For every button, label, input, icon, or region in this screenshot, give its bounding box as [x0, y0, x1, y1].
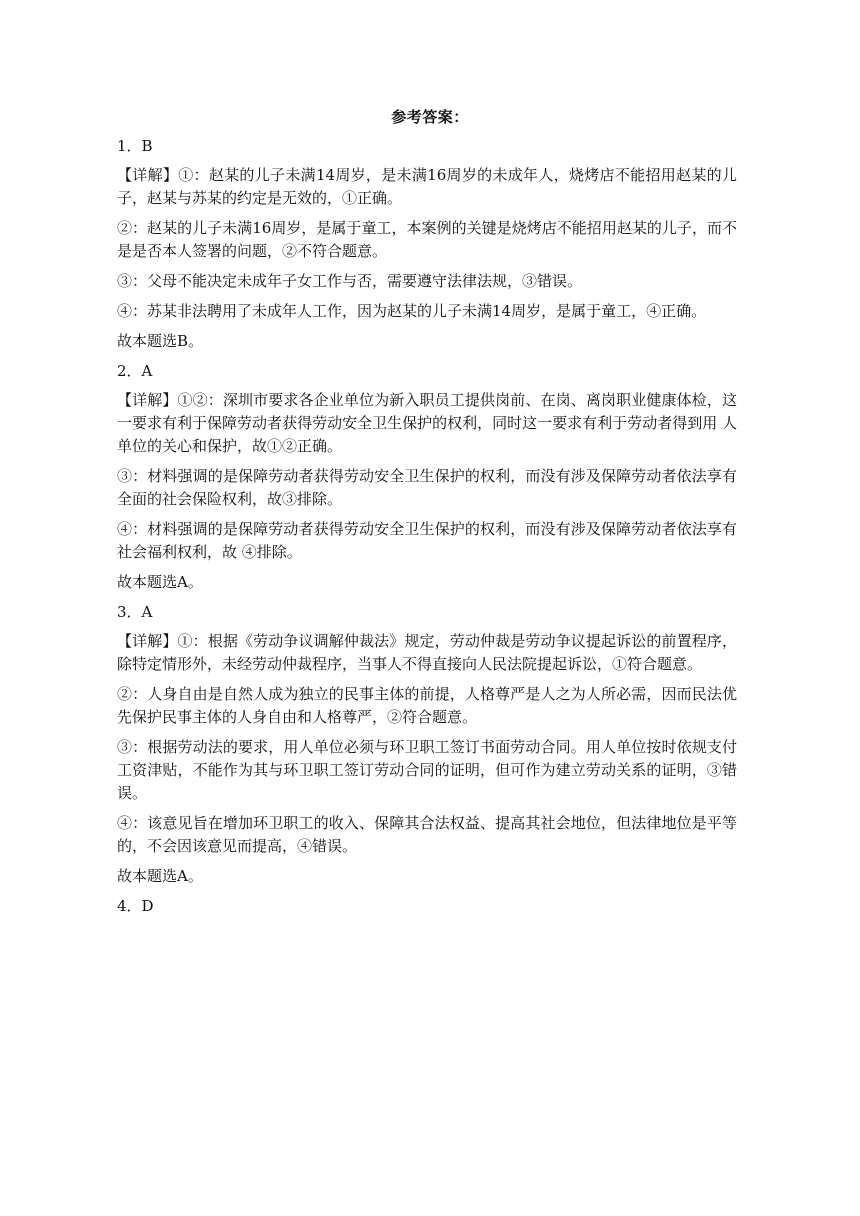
explanation-paragraph: 【详解】①：赵某的儿子未满14周岁，是未满16周岁的未成年人，烧烤店不能招用赵某的儿子，赵某与苏某的约定是无效的，①正确。 [117, 166, 737, 207]
answer-number: 2．A [117, 362, 153, 380]
answer-number: 3．A [117, 603, 153, 621]
conclusion-line: 故本题选B。 [117, 332, 204, 350]
page-title: 参考答案： [391, 108, 469, 126]
conclusion-line: 故本题选A。 [117, 573, 203, 591]
explanation-paragraph: ④：该意见旨在增加环卫职工的收入、保障其合法权益、提高其社会地位，但法律地位是平等的，不会因该意见而提高，④错误。 [117, 814, 737, 855]
explanation-paragraph: 【详解】①：根据《劳动争议调解仲裁法》规定，劳动仲裁是劳动争议提起诉讼的前置程序，除特定情形外，未经劳动仲裁程序，当事人不得直接向人民法院提起诉讼，①符合题意。 [117, 632, 737, 673]
answer-number: 4．D [117, 897, 154, 915]
explanation-paragraph: ④：苏某非法聘用了未成年人工作，因为赵某的儿子未满14周岁，是属于童工，④正确。 [117, 302, 707, 320]
explanation-paragraph: ③：父母不能决定未成年子女工作与否，需要遵守法律法规，③错误。 [117, 272, 583, 290]
explanation-paragraph: ③：材料强调的是保障劳动者获得劳动安全卫生保护的权利，而没有涉及保障劳动者依法享有全面的社会保险权利，故③排除。 [117, 467, 737, 508]
explanation-paragraph: ②：赵某的儿子未满16周岁，是属于童工，本案例的关键是烧烤店不能招用赵某的儿子，而不是是否本人签署的问题，②不符合题意。 [117, 219, 737, 260]
conclusion-line: 故本题选A。 [117, 867, 203, 885]
explanation-paragraph: ③：根据劳动法的要求，用人单位必须与环卫职工签订书面劳动合同。用人单位按时依规支付工资津贴，不能作为其与环卫职工签订劳动合同的证明，但可作为建立劳动关系的证明，③错误。 [117, 738, 737, 802]
answer-number: 1．B [117, 137, 153, 155]
explanation-paragraph: ②：人身自由是自然人成为独立的民事主体的前提，人格尊严是人之为人所必需，因而民法优先保护民事主体的人身自由和人格尊严，②符合题意。 [117, 685, 737, 726]
answer-list [117, 132, 737, 921]
explanation-paragraph: 【详解】①②：深圳市要求各企业单位为新入职员工提供岗前、在岗、离岗职业健康体检，这一要求有利于保障劳动者获得劳动安全卫生保护的权利，同时这一要求有利于劳动者得到用 人单位的关心和保护，故①②正确。 [117, 391, 737, 455]
explanation-paragraph: ④：材料强调的是保障劳动者获得劳动安全卫生保护的权利，而没有涉及保障劳动者依法享有社会福利权利，故 ④排除。 [117, 520, 737, 561]
